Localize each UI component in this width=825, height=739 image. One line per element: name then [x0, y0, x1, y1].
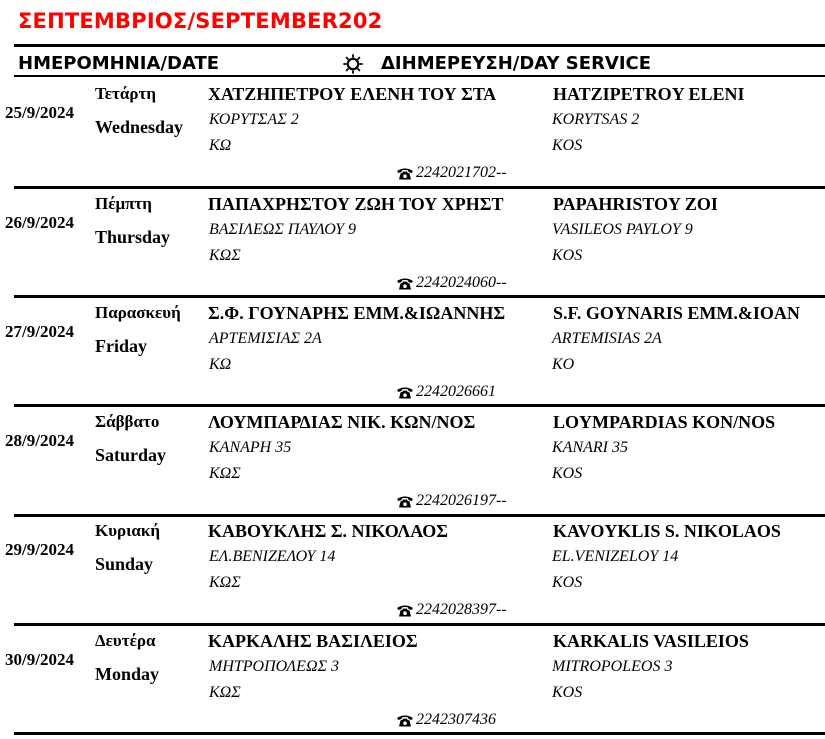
- phone-text: 2242026661: [416, 383, 496, 400]
- entry-day-greek: Σάββατο: [95, 412, 160, 431]
- city-english: KOS: [552, 137, 583, 154]
- entry-day-greek: Πέμπτη: [95, 194, 152, 213]
- entry-day-greek: Κυριακή: [95, 521, 160, 540]
- address-english: ARTEMISIAS 2A: [552, 330, 662, 347]
- entry-day-english: Sunday: [95, 554, 154, 574]
- city-english: KOS: [552, 247, 583, 264]
- phone-number: [396, 711, 496, 729]
- entry-separator: [14, 732, 825, 735]
- phone-icon: [396, 604, 414, 617]
- phone-text: 2242028397--: [416, 601, 507, 618]
- entry-day-english: Wednesday: [95, 117, 184, 137]
- phone-text: 2242026197--: [416, 492, 507, 509]
- pharmacy-name-english: KARKALIS VASILEIOS: [553, 631, 749, 651]
- pharmacy-entry: [0, 303, 825, 411]
- entry-day-greek: Δευτέρα: [95, 631, 156, 650]
- entry-day-english: Friday: [95, 336, 147, 356]
- entry-date: 26/9/2024: [5, 213, 74, 232]
- phone-text: 2242307436: [416, 711, 496, 728]
- city-english: KOS: [552, 574, 583, 591]
- entry-date: 30/9/2024: [5, 650, 74, 669]
- phone-icon: [396, 167, 414, 180]
- city-greek: ΚΩΣ: [209, 465, 241, 482]
- pharmacy-name-english: HATZIPETROY ELENI: [553, 84, 745, 104]
- address-greek: ΚΟΡΥΤΣΑΣ 2: [209, 111, 299, 128]
- pharmacy-name-greek: ΛΟΥΜΠΑΡΔΙΑΣ ΝΙΚ. ΚΩΝ/ΝΟΣ: [208, 412, 476, 432]
- sun-icon: [343, 54, 363, 74]
- entry-day-english: Saturday: [95, 445, 167, 465]
- city-greek: ΚΩ: [209, 137, 232, 154]
- city-greek: ΚΩΣ: [209, 247, 241, 264]
- phone-number: [396, 274, 507, 292]
- city-greek: ΚΩΣ: [209, 684, 241, 701]
- header-top-rule: [14, 44, 825, 47]
- phone-number: [396, 601, 507, 619]
- address-greek: ΒΑΣΙΛΕΩΣ ΠΑΥΛΟΥ 9: [209, 221, 357, 238]
- phone-icon: [396, 277, 414, 290]
- address-english: KANARI 35: [552, 439, 628, 456]
- pharmacy-name-greek: Σ.Φ. ΓΟΥΝΑΡΗΣ ΕΜΜ.&ΙΩΑΝΝΗΣ: [208, 303, 506, 323]
- page-title: ΣΕΠΤΕΜΒΡΙΟΣ/SEPTEMBER202: [18, 9, 383, 33]
- entry-date: 28/9/2024: [5, 431, 74, 450]
- entry-date: 27/9/2024: [5, 322, 74, 341]
- header-bottom-rule: [14, 75, 825, 77]
- entry-day-greek: Τετάρτη: [95, 84, 156, 103]
- entry-day-english: Thursday: [95, 227, 171, 247]
- entry-day-english: Monday: [95, 664, 160, 684]
- service-column-header: ΔΙΗΜΕΡΕΥΣΗ/DAY SERVICE: [381, 53, 652, 74]
- pharmacy-name-english: PAPAHRISTOY ZOI: [553, 194, 718, 214]
- entry-date: 25/9/2024: [5, 103, 74, 122]
- entry-date: 29/9/2024: [5, 540, 74, 559]
- phone-text: 2242024060--: [416, 274, 507, 291]
- entry-separator: [14, 186, 825, 189]
- city-greek: ΚΩΣ: [209, 574, 241, 591]
- entry-separator: [14, 404, 825, 407]
- pharmacy-name-greek: ΧΑΤΖΗΠΕΤΡΟΥ ΕΛΕΝΗ ΤΟΥ ΣΤΑ: [208, 84, 497, 104]
- phone-number: [396, 492, 507, 510]
- pharmacy-name-greek: ΚΑΡΚΑΛΗΣ ΒΑΣΙΛΕΙΟΣ: [208, 631, 418, 651]
- pharmacy-entry: [0, 631, 825, 739]
- phone-icon: [396, 495, 414, 508]
- entry-separator: [14, 295, 825, 298]
- pharmacy-entry: [0, 194, 825, 302]
- phone-text: 2242021702--: [416, 164, 507, 181]
- pharmacy-name-english: S.F. GOYNARIS EMM.&IOAN: [553, 303, 800, 323]
- city-english: KO: [552, 356, 575, 373]
- address-greek: ΜΗΤΡΟΠΟΛΕΩΣ 3: [209, 658, 340, 675]
- pharmacy-name-greek: ΚΑΒΟΥΚΛΗΣ Σ. ΝΙΚΟΛΑΟΣ: [208, 521, 449, 541]
- phone-number: [396, 164, 507, 182]
- address-english: VASILEOS PAYLOY 9: [552, 221, 693, 238]
- address-english: MITROPOLEOS 3: [552, 658, 673, 675]
- phone-icon: [396, 714, 414, 727]
- address-greek: ΚΑΝΑΡΗ 35: [209, 439, 292, 456]
- phone-icon: [396, 386, 414, 399]
- address-greek: ΕΛ.ΒΕΝΙΖΕΛΟΥ 14: [209, 548, 336, 565]
- pharmacy-name-greek: ΠΑΠΑΧΡΗΣΤΟΥ ΖΩΗ ΤΟΥ ΧΡΗΣΤ: [208, 194, 504, 214]
- entry-separator: [14, 514, 825, 517]
- entry-separator: [14, 623, 825, 626]
- pharmacy-name-english: LOYMPARDIAS KON/NOS: [553, 412, 776, 432]
- pharmacy-entry: [0, 521, 825, 629]
- city-greek: ΚΩ: [209, 356, 232, 373]
- address-greek: ΑΡΤΕΜΙΣΙΑΣ 2Α: [209, 330, 322, 347]
- date-column-header: ΗΜΕΡΟΜΗΝΙΑ/DATE: [18, 53, 220, 74]
- pharmacy-entry: [0, 412, 825, 520]
- address-english: EL.VENIZELOY 14: [552, 548, 679, 565]
- city-english: KOS: [552, 465, 583, 482]
- address-english: KORYTSAS 2: [552, 111, 640, 128]
- pharmacy-name-english: KAVOYKLIS S. NIKOLAOS: [553, 521, 781, 541]
- entry-day-greek: Παρασκευή: [95, 303, 181, 322]
- pharmacy-entry: [0, 84, 825, 192]
- city-english: KOS: [552, 684, 583, 701]
- phone-number: [396, 383, 496, 401]
